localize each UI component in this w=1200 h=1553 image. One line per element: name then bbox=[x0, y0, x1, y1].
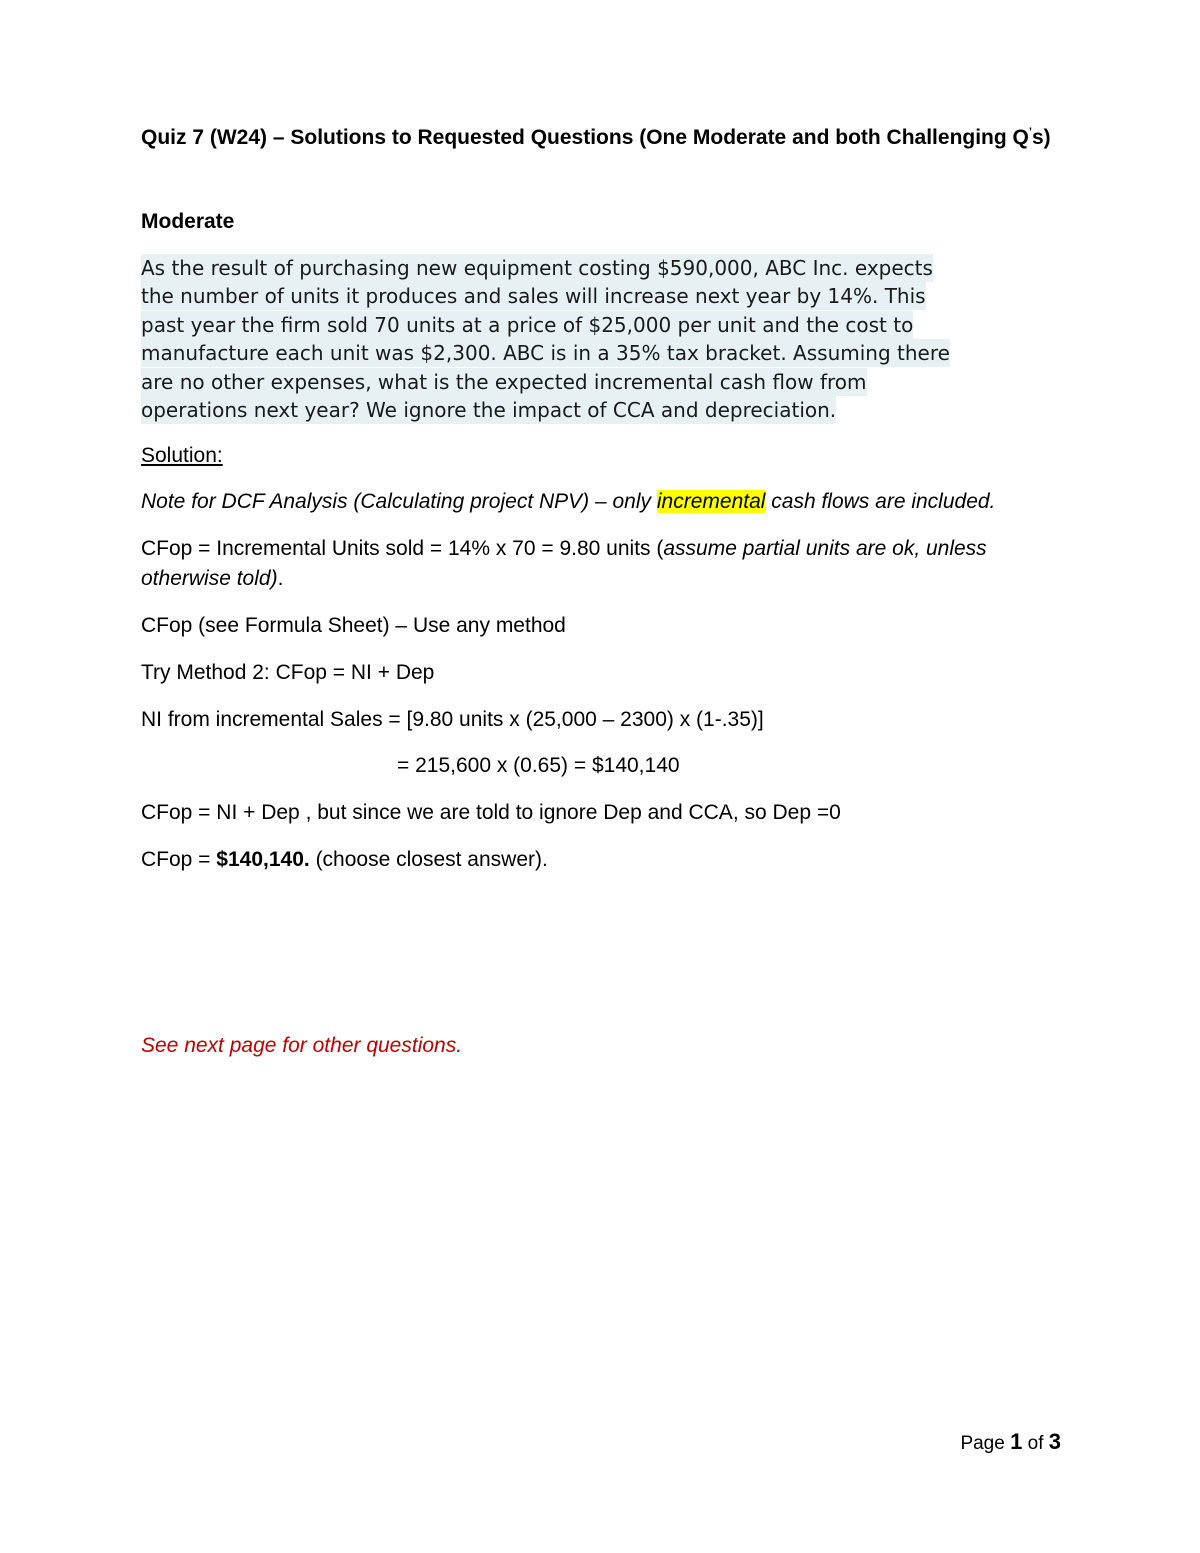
next-page-note: See next page for other questions. bbox=[141, 1034, 463, 1057]
page-title bbox=[141, 118, 1051, 152]
question-line: the number of units it produces and sales will increase next year by 14%. This bbox=[141, 284, 926, 309]
question-line: As the result of purchasing new equipment costing $590,000, ABC Inc. expects bbox=[141, 256, 933, 280]
total-page-count: 3 bbox=[1048, 1429, 1061, 1454]
question-block bbox=[141, 254, 950, 424]
cfop-formula-sheet-line: CFop (see Formula Sheet) – Use any method bbox=[141, 614, 566, 637]
question-line: operations next year? We ignore the impact of CCA and depreciation. bbox=[141, 397, 837, 422]
section-heading: Moderate bbox=[141, 210, 235, 233]
title-apostrophe: ’ bbox=[1028, 126, 1032, 138]
cfop-final-line: CFop = $140,140. (choose closest answer). bbox=[141, 848, 548, 871]
page-number-footer: Page 1 of 3 bbox=[960, 1429, 1061, 1454]
question-line: past year the firm sold 70 units at a price of $25,000 per unit and the cost to bbox=[141, 312, 914, 337]
title-main: Quiz 7 (W24) – Solutions to Requested Questions (One Moderate and both Challenging Q bbox=[141, 126, 1029, 149]
try-method-line: Try Method 2: CFop = NI + Dep bbox=[141, 661, 435, 684]
question-line: are no other expenses, what is the expected incremental cash flow from bbox=[141, 369, 867, 394]
highlighted-keyword: incremental bbox=[656, 490, 766, 513]
cfop-dep-line: CFop = NI + Dep , but since we are told to ignore Dep and CCA, so Dep =0 bbox=[141, 801, 841, 824]
solution-label: Solution: bbox=[141, 444, 223, 467]
cfop-units-line: CFop = Incremental Units sold = 14% x 70 = 9.80 units (assume partial units are ok, unless bbox=[141, 537, 987, 560]
ni-calculation-line: NI from incremental Sales = [9.80 units x (25,000 – 2300) x (1-.35)] bbox=[141, 708, 764, 731]
current-page-number: 1 bbox=[1010, 1429, 1023, 1454]
final-answer: $140,140. bbox=[216, 848, 310, 871]
title-end: s) bbox=[1031, 126, 1051, 149]
question-line: manufacture each unit was $2,300. ABC is in a 35% tax bracket. Assuming there bbox=[141, 341, 950, 366]
dcf-note: Note for DCF Analysis (Calculating project NPV) – only incremental cash flows are included. bbox=[141, 490, 996, 513]
cfop-units-line-2: otherwise told). bbox=[141, 567, 284, 590]
ni-result-line: = 215,600 x (0.65) = $140,140 bbox=[397, 754, 680, 777]
